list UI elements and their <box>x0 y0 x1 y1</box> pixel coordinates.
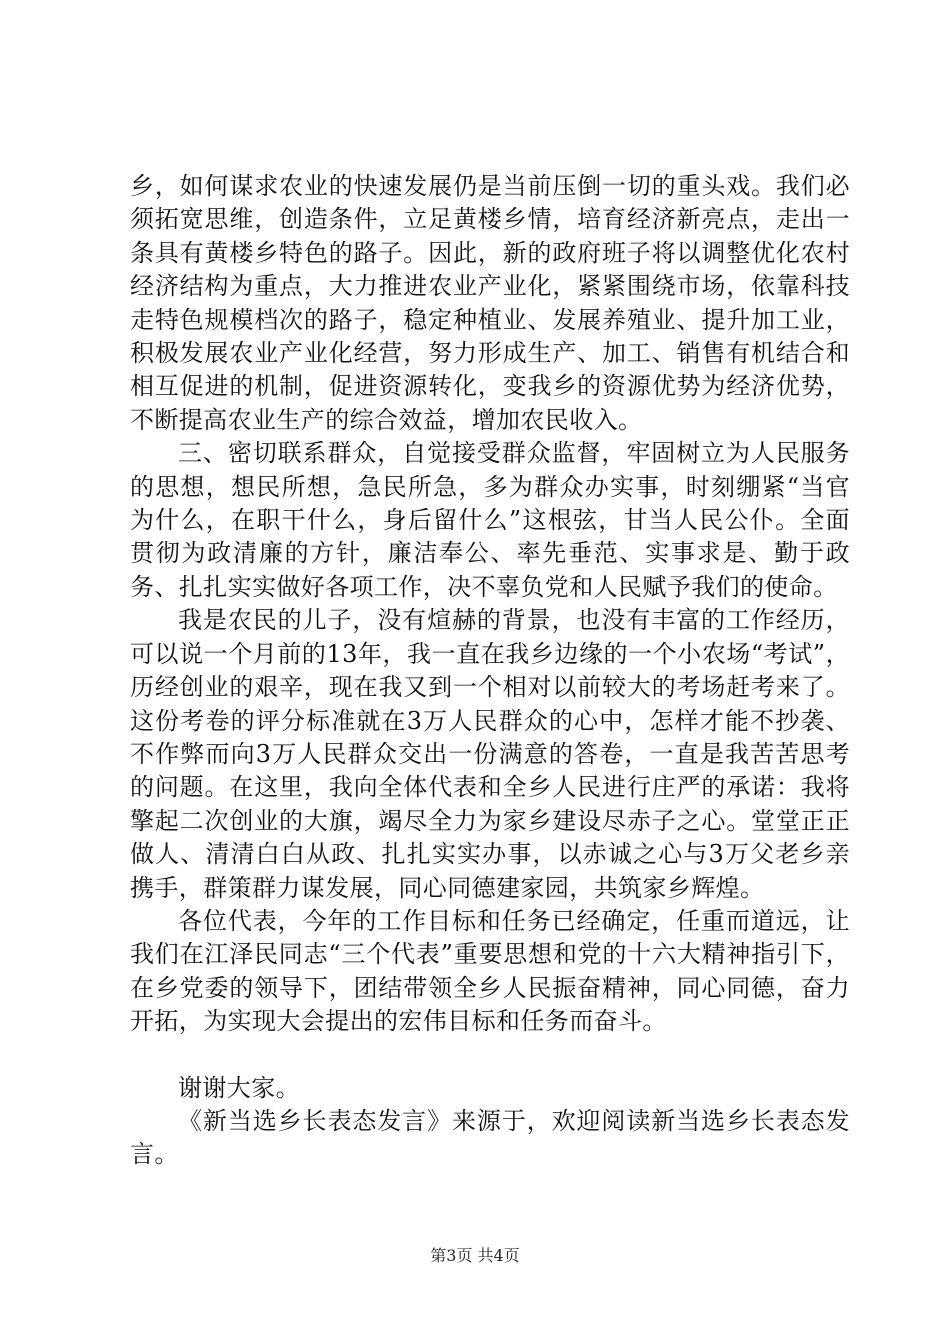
paragraph-thanks: 谢谢大家。 <box>178 1073 300 1102</box>
document-body <box>130 170 850 1172</box>
paragraph-closing-call: 各位代表，今年的工作目标和任务已经确定，任重而道远，让我们在江泽民同志“三个代表”重要思想和党的十六大精神指引下，在乡党委的领导下，团结带领全乡人民振奋精神，同心同德，奋力开拓，为实现大会提出的宏伟目标和任务而奋斗。 <box>130 906 850 1036</box>
paragraph-agriculture: 乡，如何谋求农业的快速发展仍是当前压倒一切的重头戏。我们必须拓宽思维，创造条件，立足黄楼乡情，培育经济新亮点，走出一条具有黄楼乡特色的路子。因此，新的政府班子将以调整优化农村经济结构为重点，大力推进农业产业化，紧紧围绕市场，依靠科技走特色规模档次的路子，稳定种植业、发展养殖业、提升加工业，积极发展农业产业化经营，努力形成生产、加工、销售有机结合和相互促进的机制，促进资源转化，变我乡的资源优势为经济优势，不断提高农业生产的综合效益，增加农民收入。 <box>130 172 850 434</box>
paragraph-contact-masses: 三、密切联系群众，自觉接受群众监督，牢固树立为人民服务的思想，想民所想，急民所急，多为群众办实事，时刻绷紧“当官为什么，在职干什么，身后留什么”这根弦，甘当人民公仆。全面贯彻为政清廉的方针，廉洁奉公、率先垂范、实事求是、勤于政务、扎扎实实做好各项工作，决不辜负党和人民赋予我们的使命。 <box>130 439 850 601</box>
paragraph-source-note: 《新当选乡长表态发言》来源于，欢迎阅读新当选乡长表态发言。 <box>130 1106 850 1169</box>
paragraph-spacer <box>130 1039 850 1072</box>
paragraph-personal-pledge: 我是农民的儿子，没有煊赫的背景，也没有丰富的工作经历，可以说一个月前的13年，我一直在我乡边缘的一个小农场“考试”，历经创业的艰辛，现在我又到一个相对以前较大的考场赶考来了。这份考卷的评分标准就在3万人民群众的心中，怎样才能不抄袭、不作弊而向3万人民群众交出一份满意的答卷，一直是我苦苦思考的问题。在这里，我向全体代表和全乡人民进行庄严的承诺：我将擎起二次创业的大旗，竭尽全力为家乡建设尽赤子之心。堂堂正正做人、清清白白从政、扎扎实实办事，以赤诚之心与3万父老乡亲携手，群策群力谋发展，同心同德建家园，共筑家乡辉煌。 <box>130 606 850 902</box>
page-number-footer: 第3页 共4页 <box>430 1246 520 1265</box>
